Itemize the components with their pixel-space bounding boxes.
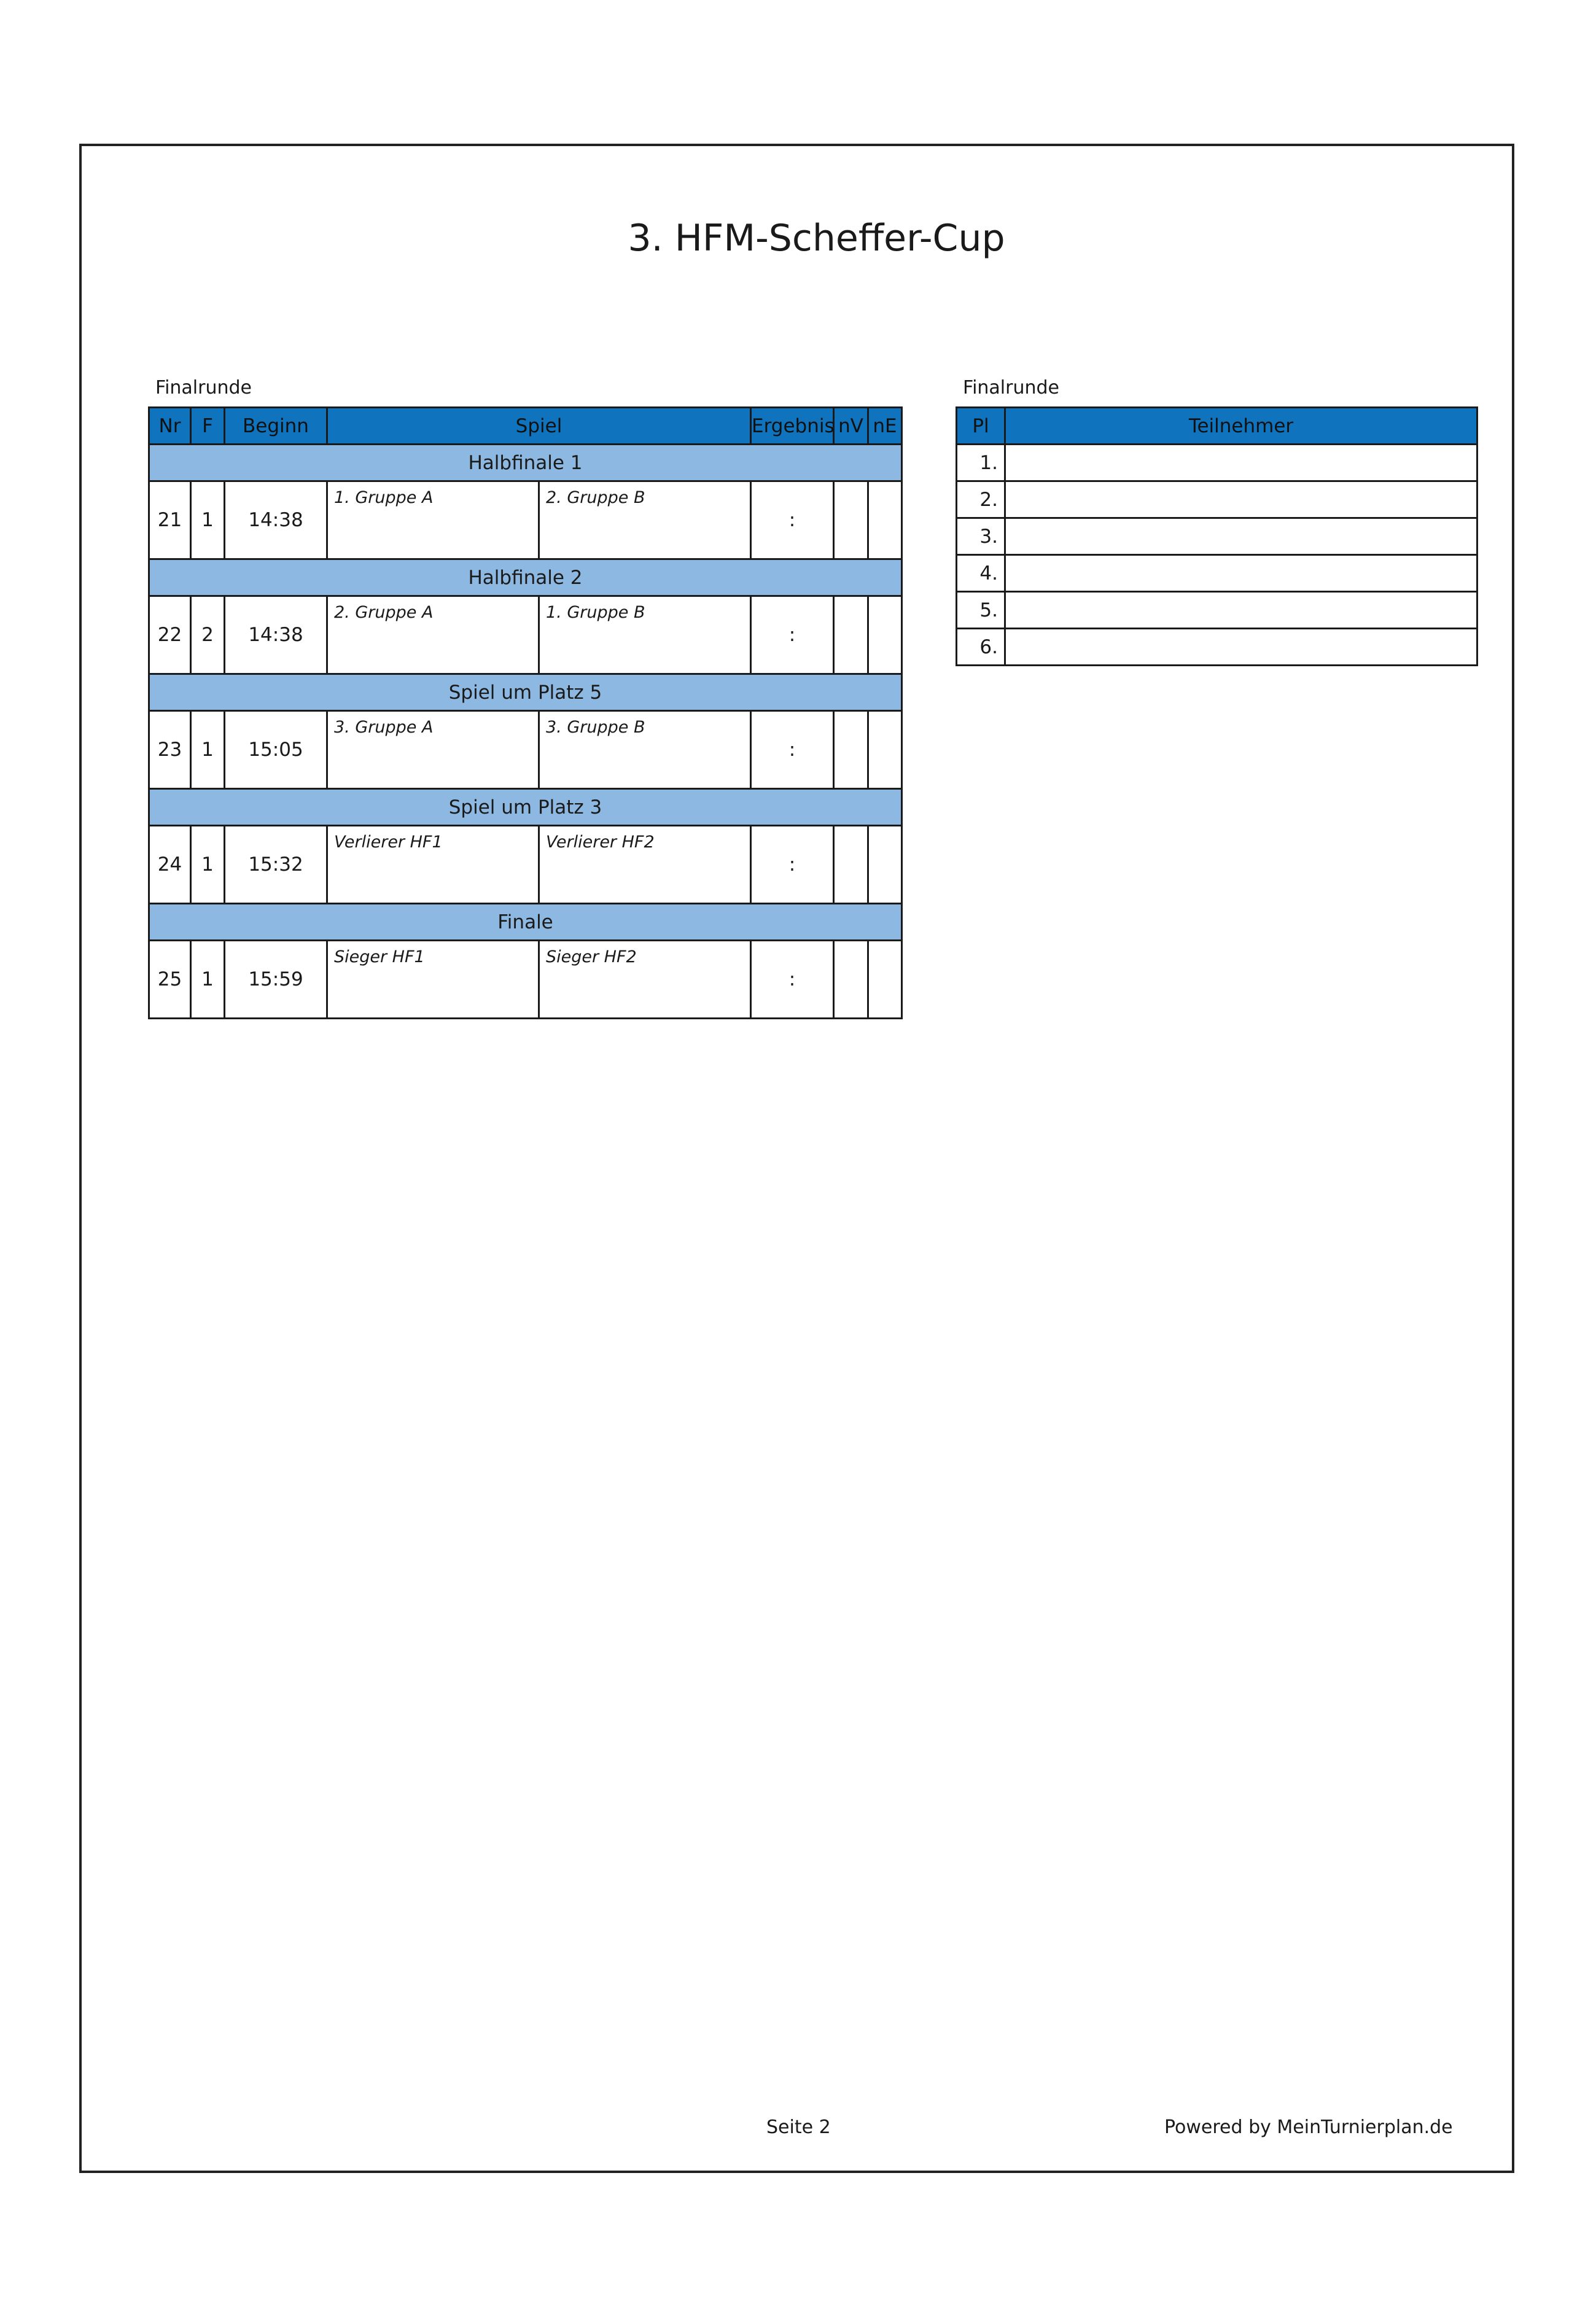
header-nv: nV [834,408,868,445]
match-field: 2 [191,596,225,674]
rank-place: 3. [957,518,1005,555]
ranking-section-label: Finalrunde [963,377,1060,398]
header-ergebnis: Ergebnis [751,408,834,445]
ranking-row [957,629,1477,666]
match-team-home: 3. Gruppe A [327,711,539,789]
rank-place: 6. [957,629,1005,666]
rank-participant [1005,629,1477,666]
match-nr: 23 [149,711,191,789]
schedule-section-label: Finalrunde [155,377,252,398]
rank-place: 4. [957,555,1005,592]
match-start-time: 14:38 [225,596,327,674]
match-team-away: Sieger HF2 [539,941,751,1019]
rank-participant [1005,445,1477,481]
schedule-header-row [149,408,902,445]
round-name: Finale [149,904,902,941]
match-start-time: 15:32 [225,826,327,904]
match-field: 1 [191,481,225,559]
round-name: Halbfinale 1 [149,445,902,481]
match-row [149,941,902,1019]
match-field: 1 [191,941,225,1019]
header-nr: Nr [149,408,191,445]
ranking-row [957,445,1477,481]
match-result: : [751,596,834,674]
rank-place: 5. [957,592,1005,629]
header-pl: Pl [957,408,1005,445]
match-team-home: 1. Gruppe A [327,481,539,559]
match-team-home: Sieger HF1 [327,941,539,1019]
match-team-home: 2. Gruppe A [327,596,539,674]
round-name: Spiel um Platz 5 [149,674,902,711]
header-beginn: Beginn [225,408,327,445]
header-teilnehmer: Teilnehmer [1005,408,1477,445]
ranking-header-row [957,408,1477,445]
round-row [149,789,902,826]
header-f: F [191,408,225,445]
match-row [149,711,902,789]
match-start-time: 14:38 [225,481,327,559]
header-ne: nE [868,408,902,445]
match-row [149,481,902,559]
match-nr: 25 [149,941,191,1019]
match-row [149,596,902,674]
ranking-row [957,592,1477,629]
match-field: 1 [191,711,225,789]
match-team-away: 3. Gruppe B [539,711,751,789]
match-result: : [751,826,834,904]
match-penalties [868,596,902,674]
rank-place: 1. [957,445,1005,481]
match-team-away: 1. Gruppe B [539,596,751,674]
round-row [149,559,902,596]
round-name: Spiel um Platz 3 [149,789,902,826]
match-result: : [751,711,834,789]
match-nr: 24 [149,826,191,904]
match-team-home: Verlierer HF1 [327,826,539,904]
match-penalties [868,481,902,559]
rank-participant [1005,481,1477,518]
match-overtime [834,481,868,559]
schedule-table [148,406,903,1019]
match-result: : [751,941,834,1019]
match-nr: 21 [149,481,191,559]
round-row [149,445,902,481]
match-result: : [751,481,834,559]
round-row [149,674,902,711]
match-overtime [834,596,868,674]
match-overtime [834,826,868,904]
match-start-time: 15:59 [225,941,327,1019]
match-row [149,826,902,904]
ranking-row [957,555,1477,592]
match-nr: 22 [149,596,191,674]
round-name: Halbfinale 2 [149,559,902,596]
header-spiel: Spiel [327,408,751,445]
ranking-row [957,481,1477,518]
powered-by-credit: Powered by MeinTurnierplan.de [1164,2117,1453,2138]
rank-participant [1005,555,1477,592]
match-start-time: 15:05 [225,711,327,789]
match-team-away: 2. Gruppe B [539,481,751,559]
match-penalties [868,941,902,1019]
ranking-table [956,406,1478,666]
match-penalties [868,826,902,904]
match-field: 1 [191,826,225,904]
rank-participant [1005,518,1477,555]
document-title: 3. HFM-Scheffer-Cup [628,217,1005,260]
match-penalties [868,711,902,789]
rank-participant [1005,592,1477,629]
match-team-away: Verlierer HF2 [539,826,751,904]
match-overtime [834,941,868,1019]
rank-place: 2. [957,481,1005,518]
round-row [149,904,902,941]
ranking-row [957,518,1477,555]
page-number: Seite 2 [766,2117,831,2138]
match-overtime [834,711,868,789]
